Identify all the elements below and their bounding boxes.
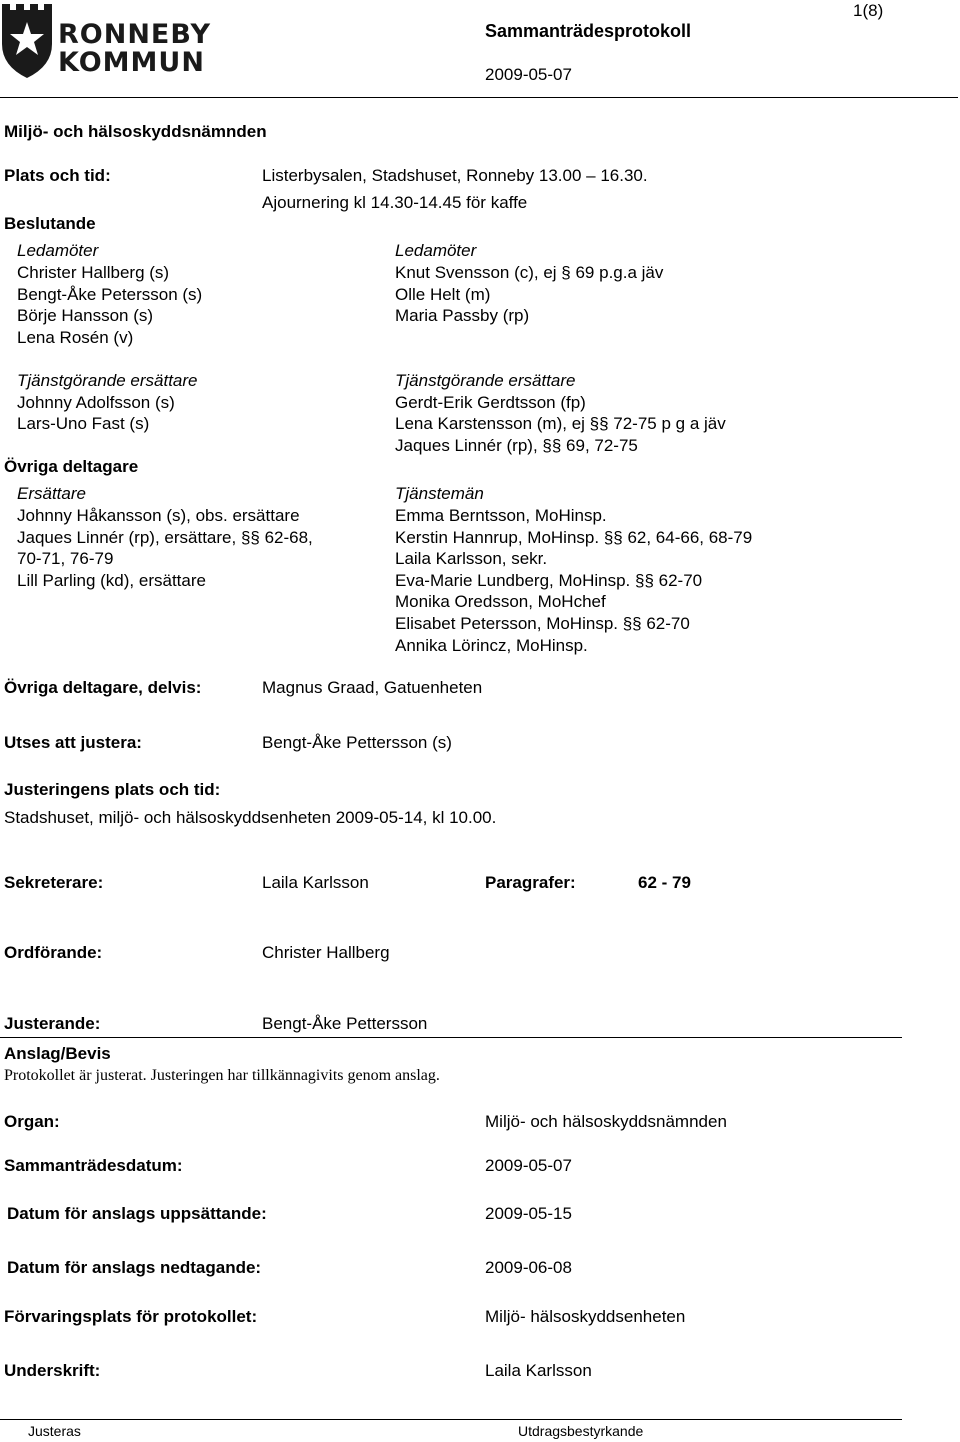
others-right-item: Eva-Marie Lundberg, MoHinsp. §§ 62-70 (395, 571, 703, 590)
left-subs-label: Tjänstgörande ersättare (17, 371, 198, 390)
right-sub: Lena Karstensson (m), ej §§ 72-75 p g a jäv (395, 414, 726, 433)
right-subs-label: Tjänstgörande ersättare (395, 371, 576, 390)
removed-date-label: Datum för anslags nedtagande: (7, 1258, 262, 1277)
meeting-date-value: 2009-05-07 (485, 1156, 572, 1175)
coat-of-arms-icon (0, 0, 58, 80)
notice-divider (0, 1037, 902, 1038)
header-divider (0, 97, 958, 98)
organ-value: Miljö- och hälsoskyddsnämnden (485, 1112, 727, 1131)
left-member: Christer Hallberg (s) (17, 263, 170, 282)
meeting-date-label: Sammanträdesdatum: (4, 1156, 183, 1175)
left-member: Börje Hansson (s) (17, 306, 154, 325)
others-heading: Övriga deltagare (4, 457, 139, 476)
right-sub: Jaques Linnér (rp), §§ 69, 72-75 (395, 436, 638, 455)
others-right-item: Emma Berntsson, MoHinsp. (395, 506, 607, 525)
right-member: Olle Helt (m) (395, 285, 491, 304)
others-right-item: Monika Oredsson, MoHchef (395, 592, 606, 611)
posted-date-label: Datum för anslags uppsättande: (7, 1204, 267, 1223)
document-type: Sammanträdesprotokoll (485, 21, 692, 41)
decision-heading: Beslutande (4, 214, 96, 233)
right-sub: Gerdt-Erik Gerdtsson (fp) (395, 393, 586, 412)
paragraphs-value: 62 - 79 (638, 873, 691, 892)
storage-value: Miljö- hälsoskyddsenheten (485, 1307, 686, 1326)
footer-right: Utdragsbestyrkande (518, 1423, 644, 1439)
others-left-item: Lill Parling (kd), ersättare (17, 571, 206, 590)
logo-line-2: KOMMUN (58, 47, 205, 78)
left-sub: Lars-Uno Fast (s) (17, 414, 150, 433)
left-members-label: Ledamöter (17, 241, 99, 260)
adjuster-label: Justerande: (4, 1014, 101, 1033)
place-note: Ajournering kl 14.30-14.45 för kaffe (262, 193, 528, 212)
signature-label: Underskrift: (4, 1361, 101, 1380)
others-left-item: Johnny Håkansson (s), obs. ersättare (17, 506, 300, 525)
notice-text: Protokollet är justerat. Justeringen har tillkännagivits genom anslag. (4, 1067, 440, 1084)
adjusters-value: Bengt-Åke Pettersson (s) (262, 733, 452, 752)
others-right-label: Tjänstemän (395, 484, 484, 503)
right-member: Maria Passby (rp) (395, 306, 530, 325)
footer-left: Justeras (28, 1423, 81, 1439)
left-member: Bengt-Åke Petersson (s) (17, 285, 203, 304)
ronneby-logo (0, 0, 210, 80)
left-member: Lena Rosén (v) (17, 328, 134, 347)
secretary-label: Sekreterare: (4, 873, 104, 892)
place-label: Plats och tid: (4, 166, 111, 185)
adjuster-value: Bengt-Åke Pettersson (262, 1014, 428, 1033)
right-members-label: Ledamöter (395, 241, 477, 260)
organ-label: Organ: (4, 1112, 60, 1131)
left-sub: Johnny Adolfsson (s) (17, 393, 175, 412)
chair-value: Christer Hallberg (262, 943, 390, 962)
others-right-item: Laila Karlsson, sekr. (395, 549, 548, 568)
partial-label: Övriga deltagare, delvis: (4, 678, 202, 697)
footer-divider (0, 1419, 902, 1420)
right-member: Knut Svensson (c), ej § 69 p.g.a jäv (395, 263, 664, 282)
others-right-item: Annika Lörincz, MoHinsp. (395, 636, 588, 655)
paragraphs-label: Paragrafer: (485, 873, 576, 892)
notice-heading: Anslag/Bevis (4, 1044, 111, 1063)
chair-label: Ordförande: (4, 943, 103, 962)
adjust-place-value: Stadshuset, miljö- och hälsoskyddsenheten 2009-05-14, kl 10.00. (4, 808, 497, 827)
document-date: 2009-05-07 (485, 65, 572, 84)
others-left-label: Ersättare (17, 484, 86, 503)
logo-line-1: RONNEBY (58, 19, 212, 50)
posted-date-value: 2009-05-15 (485, 1204, 572, 1223)
page-number: 1(8) (853, 1, 884, 20)
partial-value: Magnus Graad, Gatuenheten (262, 678, 483, 697)
adjust-place-label: Justeringens plats och tid: (4, 780, 221, 799)
others-left-item: Jaques Linnér (rp), ersättare, §§ 62-68, (17, 528, 313, 547)
secretary-value: Laila Karlsson (262, 873, 369, 892)
others-right-item: Elisabet Petersson, MoHinsp. §§ 62-70 (395, 614, 690, 633)
removed-date-value: 2009-06-08 (485, 1258, 572, 1277)
others-right-item: Kerstin Hannrup, MoHinsp. §§ 62, 64-66, 68-79 (395, 528, 753, 547)
others-left-item: 70-71, 76-79 (17, 549, 114, 568)
storage-label: Förvaringsplats för protokollet: (4, 1307, 258, 1326)
adjusters-label: Utses att justera: (4, 733, 142, 752)
place-value: Listerbysalen, Stadshuset, Ronneby 13.00 – 16.30. (262, 166, 648, 185)
signature-value: Laila Karlsson (485, 1361, 592, 1380)
committee-name: Miljö- och hälsoskyddsnämnden (4, 122, 267, 141)
